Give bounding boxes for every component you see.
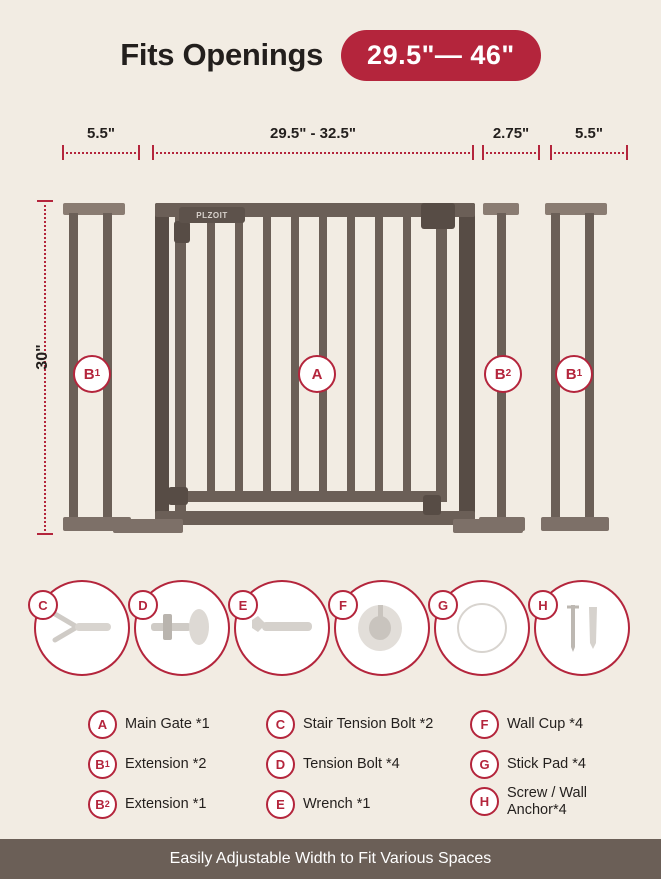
dimension-cap-right bbox=[472, 145, 474, 160]
baluster bbox=[291, 217, 299, 492]
dimension-label: 2.75" bbox=[492, 125, 530, 142]
dimension-label: 5.5" bbox=[87, 125, 115, 142]
legend-label: Screw / Wall Anchor*4 bbox=[507, 785, 588, 818]
legend-label: Tension Bolt *4 bbox=[303, 756, 400, 773]
legend-label: Wrench *1 bbox=[303, 796, 371, 813]
header bbox=[0, 20, 661, 90]
screw-wall-anchor-icon bbox=[549, 597, 615, 659]
dimension-line bbox=[482, 152, 540, 154]
part-circle-g bbox=[434, 580, 530, 676]
wall-cup-icon bbox=[350, 599, 414, 657]
legend-badge-f: F bbox=[470, 710, 499, 739]
part-circle-f bbox=[334, 580, 430, 676]
legend-badge-a: A bbox=[88, 710, 117, 739]
gate-frame-left-post bbox=[155, 203, 169, 525]
legend-item-f bbox=[470, 710, 583, 739]
height-label: 30" bbox=[34, 344, 51, 370]
fit-range-badge: 29.5"— 46" bbox=[341, 30, 541, 81]
dimension-line bbox=[550, 152, 628, 154]
legend-badge-h: H bbox=[470, 787, 499, 816]
dimension-cap-right bbox=[538, 145, 540, 160]
latch-handle bbox=[174, 221, 190, 243]
panel-label-a: A bbox=[298, 355, 336, 393]
legend-item-c bbox=[266, 710, 433, 739]
gate-illustration bbox=[55, 195, 635, 545]
page-title: Fits Openings bbox=[120, 37, 324, 72]
baluster bbox=[347, 217, 355, 492]
baluster bbox=[235, 217, 243, 492]
dimension-segment bbox=[152, 125, 474, 165]
part-circle-d bbox=[134, 580, 230, 676]
legend-badge-g: G bbox=[470, 750, 499, 779]
legend-badge-d: D bbox=[266, 750, 295, 779]
part-badge-g: G bbox=[428, 590, 458, 620]
hinge-top bbox=[421, 203, 455, 229]
part-circle-h bbox=[534, 580, 630, 676]
legend-item-b2 bbox=[88, 790, 206, 819]
panel-label-b2: B 2 bbox=[484, 355, 522, 393]
legend-label: Extension *1 bbox=[125, 796, 207, 813]
gate-foot-left bbox=[113, 519, 183, 533]
legend-label: Stair Tension Bolt *2 bbox=[303, 716, 434, 733]
legend-item-g bbox=[470, 750, 586, 779]
dimension-line bbox=[152, 152, 474, 154]
door-inner-right-post bbox=[436, 217, 447, 502]
part-circle-e bbox=[234, 580, 330, 676]
legend-label: Extension *2 bbox=[125, 756, 207, 773]
part-badge-c: C bbox=[28, 590, 58, 620]
legend-item-b1 bbox=[88, 750, 206, 779]
dimension-row bbox=[0, 125, 661, 165]
baluster bbox=[375, 217, 383, 492]
dimension-segment bbox=[482, 125, 540, 165]
brand-plate: PLZOIT bbox=[179, 207, 245, 223]
panel-label-b1-left: B 1 bbox=[73, 355, 111, 393]
panel-label-b1-right: B 1 bbox=[555, 355, 593, 393]
dimension-cap-right bbox=[626, 145, 628, 160]
dimension-line bbox=[62, 152, 140, 154]
part-circle-c bbox=[34, 580, 130, 676]
legend-item-h bbox=[470, 785, 635, 818]
legend-item-e bbox=[266, 790, 370, 819]
lock-pin bbox=[168, 487, 188, 505]
baluster bbox=[207, 217, 215, 492]
stick-pad-icon bbox=[450, 599, 514, 657]
hinge-bottom bbox=[423, 495, 441, 515]
legend-item-a bbox=[88, 710, 210, 739]
door-inner-left-post bbox=[175, 217, 186, 511]
baluster bbox=[403, 217, 411, 492]
legend-badge-c: C bbox=[266, 710, 295, 739]
height-cap-bottom bbox=[37, 533, 53, 535]
part-badge-f: F bbox=[328, 590, 358, 620]
legend-badge-e: E bbox=[266, 790, 295, 819]
gate-frame-right-post bbox=[459, 203, 475, 525]
footer-text: Easily Adjustable Width to Fit Various Spaces bbox=[169, 850, 492, 867]
legend-badge-b2: B 2 bbox=[88, 790, 117, 819]
part-badge-e: E bbox=[228, 590, 258, 620]
extension-b1-right-foot bbox=[541, 517, 609, 531]
dimension-label: 5.5" bbox=[575, 125, 603, 142]
parts-row bbox=[24, 580, 637, 680]
dimension-cap-right bbox=[138, 145, 140, 160]
footer-banner bbox=[0, 839, 661, 879]
legend-badge-b1: B 1 bbox=[88, 750, 117, 779]
baluster bbox=[263, 217, 271, 492]
legend-label: Main Gate *1 bbox=[125, 716, 210, 733]
part-badge-d: D bbox=[128, 590, 158, 620]
legend-label: Wall Cup *4 bbox=[507, 716, 584, 733]
dimension-segment bbox=[550, 125, 628, 165]
door-inner-bottom-rail bbox=[175, 491, 447, 502]
dimension-label: 29.5" - 32.5" bbox=[270, 125, 356, 142]
part-badge-h: H bbox=[528, 590, 558, 620]
extension-b2-foot bbox=[479, 517, 525, 531]
legend-item-d bbox=[266, 750, 400, 779]
legend-label: Stick Pad *4 bbox=[507, 756, 586, 773]
dimension-segment bbox=[62, 125, 140, 165]
legend bbox=[88, 700, 628, 820]
